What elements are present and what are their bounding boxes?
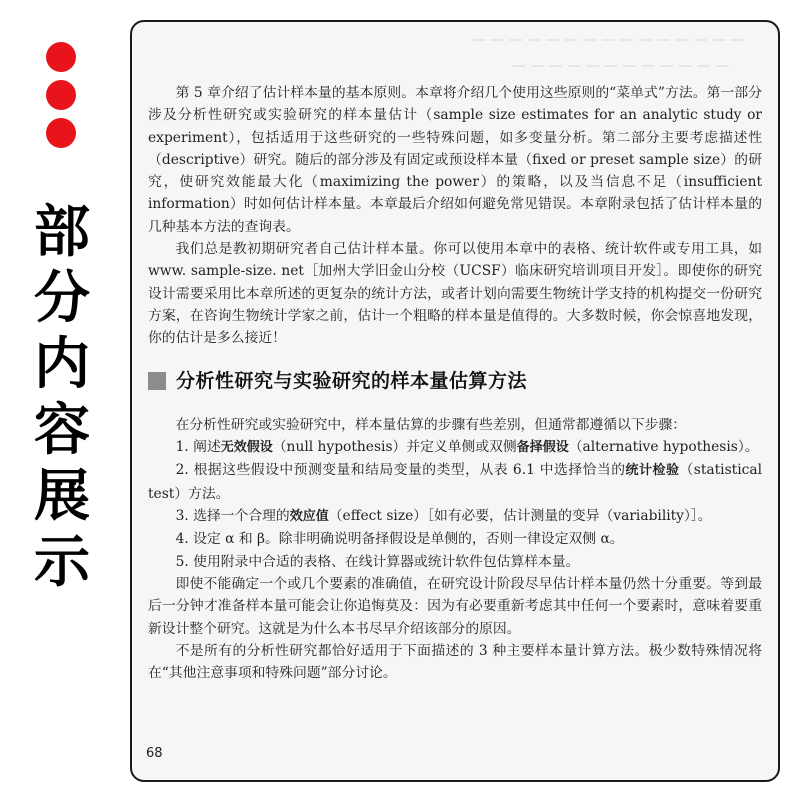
side-title bbox=[22, 200, 102, 596]
step-term: 效应值 bbox=[289, 509, 329, 525]
step-item bbox=[148, 551, 762, 573]
step-text: 2. 根据这些假设中预测变量和结局变量的类型，从表 6.1 中选择恰当的 bbox=[175, 462, 626, 479]
outro-paragraph: 即使不能确定一个或几个要素的准确值，在研究设计阶段尽早估计样本量仍然十分重要。等到最后一分钟才准备样本量可能会让你追悔莫及：因为有必要重新考虑其中任何一个要素时，意味着要重新设计整个研究。这就是为什么本书尽早介绍该部分的原因。 bbox=[148, 575, 762, 637]
step-item bbox=[148, 459, 762, 505]
page-content bbox=[148, 82, 762, 684]
section-square-icon bbox=[148, 372, 166, 390]
red-dot-1 bbox=[46, 42, 76, 72]
step-text: 3. 选择一个合理的 bbox=[175, 508, 290, 525]
step-term: 统计检验 bbox=[625, 463, 680, 479]
step-text: 5. 使用附录中合适的表格、在线计算器或统计软件包估算样本量。 bbox=[175, 553, 580, 570]
step-term: 备择假设 bbox=[516, 440, 569, 456]
step-item bbox=[148, 436, 762, 459]
red-dot-3 bbox=[46, 118, 76, 148]
bleed-through-decoration: — — — — — — — — — — — — bbox=[512, 58, 729, 74]
step-item bbox=[148, 528, 762, 550]
step-text: （null hypothesis）并定义单侧或双侧 bbox=[272, 439, 517, 456]
steps-intro: 在分析性研究或实验研究中，样本量估算的步骤有些差别，但通常都遵循以下步骤： bbox=[175, 416, 687, 433]
step-item bbox=[148, 505, 762, 528]
step-text: 1. 阐述 bbox=[175, 439, 221, 456]
section-heading bbox=[148, 370, 762, 392]
intro-paragraph: 我们总是教初期研究者自己估计样本量。你可以使用本章中的表格、统计软件或专用工具，如 www. sample-size. net［加州大学旧金山分校（UCSF）临床研究培训项目开发］。即使你的研究设计需要采用比本章所述的更复杂的统计方法，或者计划向需要生物统计学支持的机构提交一份研究方案，在咨询生物统计学家之前，估计一个粗略的样本量是值得的。大多数时候，你会惊喜地发现，你的估计是多么接近！ bbox=[148, 241, 762, 347]
side-title-char: 展 bbox=[34, 464, 90, 529]
side-title-char: 容 bbox=[34, 398, 90, 463]
side-title-char: 部 bbox=[34, 200, 90, 265]
step-text: （alternative hypothesis）。 bbox=[568, 439, 759, 456]
page-number: 68 bbox=[146, 746, 163, 761]
side-title-char: 示 bbox=[34, 530, 90, 595]
step-text: （statistical test）方法。 bbox=[148, 462, 762, 502]
outro-paragraph: 不是所有的分析性研究都恰好适用于下面描述的 3 种主要样本量计算方法。极少数特殊情况将在“其他注意事项和特殊问题”部分讨论。 bbox=[148, 642, 762, 682]
side-title-char: 内 bbox=[34, 332, 90, 397]
section-title: 分析性研究与实验研究的样本量估算方法 bbox=[176, 369, 528, 392]
bleed-through-decoration: — — — — — — — — — — — — — — — bbox=[472, 32, 745, 48]
step-text: 4. 设定 α 和 β。除非明确说明备择假设是单侧的，否则一律设定双侧 α。 bbox=[175, 531, 624, 548]
red-dot-2 bbox=[46, 80, 76, 110]
step-term: 无效假设 bbox=[220, 440, 273, 456]
side-title-char: 分 bbox=[34, 266, 90, 331]
step-text: （effect size）［如有必要，估计测量的变异（variability）］。 bbox=[328, 508, 712, 525]
intro-paragraph: 第 5 章介绍了估计样本量的基本原则。本章将介绍几个使用这些原则的“菜单式”方法。第一部分涉及分析性研究或实验研究的样本量估计（sample size estimates for an analytic study or experiment），包括适用于这些研究的一些特殊问题，如多变量分析。第二部分主要考虑描述性（descriptive）研究。随后的部分涉及有固定或预设样本量（fixed or preset sample size）的研究，使研究效能最大化（maximizing the power）的策略，以及当信息不足（insufficient information）时如何估计样本量。本章最后介绍如何避免常见错误。本章附录包括了估计样本量的几种基本方法的查询表。 bbox=[148, 85, 762, 235]
book-page bbox=[130, 20, 780, 782]
